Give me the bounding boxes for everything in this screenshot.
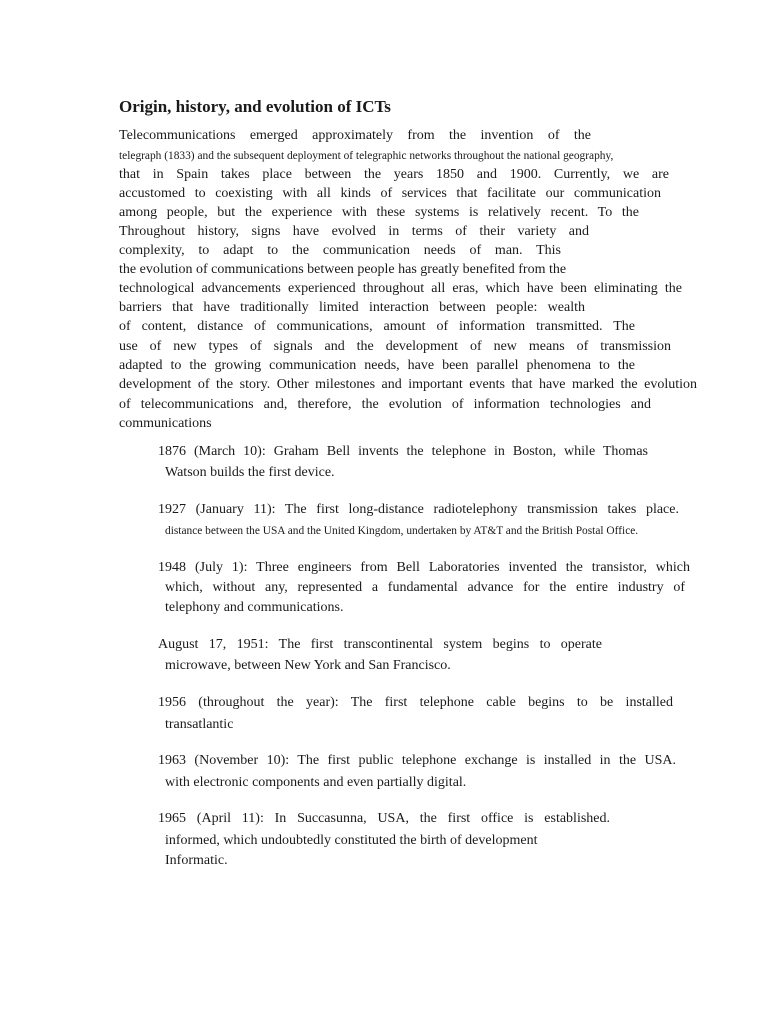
list-item-line: telephony and communications. <box>165 600 344 615</box>
list-item-line: August 17, 1951: The first transcontinental system begins to operate <box>158 637 602 652</box>
paragraph-line: Throughout history, signs have evolved in terms of their variety and <box>119 224 589 239</box>
paragraph-line: the evolution of communications between people has greatly benefited from the <box>119 262 567 277</box>
page-title: Origin, history, and evolution of ICTs <box>119 97 391 116</box>
paragraph-line: telegraph (1833) and the subsequent deployment of telegraphic networks throughout the national geography, <box>119 150 614 162</box>
list-item-line: Watson builds the first device. <box>165 465 335 480</box>
paragraph-line: technological advancements experienced throughout all eras, which have been eliminating the <box>119 281 682 296</box>
paragraph-line: that in Spain takes place between the years 1850 and 1900. Currently, we are <box>119 167 669 182</box>
list-item-line: Informatic. <box>165 853 228 868</box>
list-item-line: 1948 (July 1): Three engineers from Bell Laboratories invented the transistor, which <box>158 560 690 575</box>
paragraph-line: communications <box>119 416 212 431</box>
list-item-line: 1956 (throughout the year): The first telephone cable begins to be installed <box>158 695 673 710</box>
list-item-line: distance between the USA and the United Kingdom, undertaken by AT&T and the British Postal Office. <box>165 525 639 537</box>
paragraph-line: of telecommunications and, therefore, the evolution of information technologies and <box>119 397 651 412</box>
list-item-line: 1963 (November 10): The first public telephone exchange is installed in the USA. <box>158 753 676 768</box>
paragraph-line: use of new types of signals and the development of new means of transmission <box>119 339 671 354</box>
paragraph-line: accustomed to coexisting with all kinds of services that facilitate our communication <box>119 186 661 201</box>
list-item-line: transatlantic <box>165 717 234 732</box>
paragraph-line: among people, but the experience with these systems is relatively recent. To the <box>119 205 639 220</box>
paragraph-line: adapted to the growing communication needs, have been parallel phenomena to the <box>119 358 635 373</box>
list-item-line: which, without any, represented a fundamental advance for the entire industry of <box>165 580 685 595</box>
paragraph-line: of content, distance of communications, amount of information transmitted. The <box>119 319 635 334</box>
paragraph-line: development of the story. Other milestones and important events that have marked the evolution <box>119 377 697 392</box>
list-item-line: 1965 (April 11): In Succasunna, USA, the first office is established. <box>158 811 610 826</box>
list-item-line: 1927 (January 11): The first long-distance radiotelephony transmission takes place. <box>158 502 679 517</box>
list-item-line: microwave, between New York and San Francisco. <box>165 658 451 673</box>
paragraph-line: complexity, to adapt to the communication needs of man. This <box>119 243 561 258</box>
paragraph-line: barriers that have traditionally limited interaction between people: wealth <box>119 300 585 315</box>
list-item-line: 1876 (March 10): Graham Bell invents the telephone in Boston, while Thomas <box>158 444 648 459</box>
list-item-line: informed, which undoubtedly constituted the birth of development <box>165 833 538 848</box>
list-item-line: with electronic components and even partially digital. <box>165 775 467 790</box>
paragraph-line: Telecommunications emerged approximately from the invention of the <box>119 128 591 143</box>
